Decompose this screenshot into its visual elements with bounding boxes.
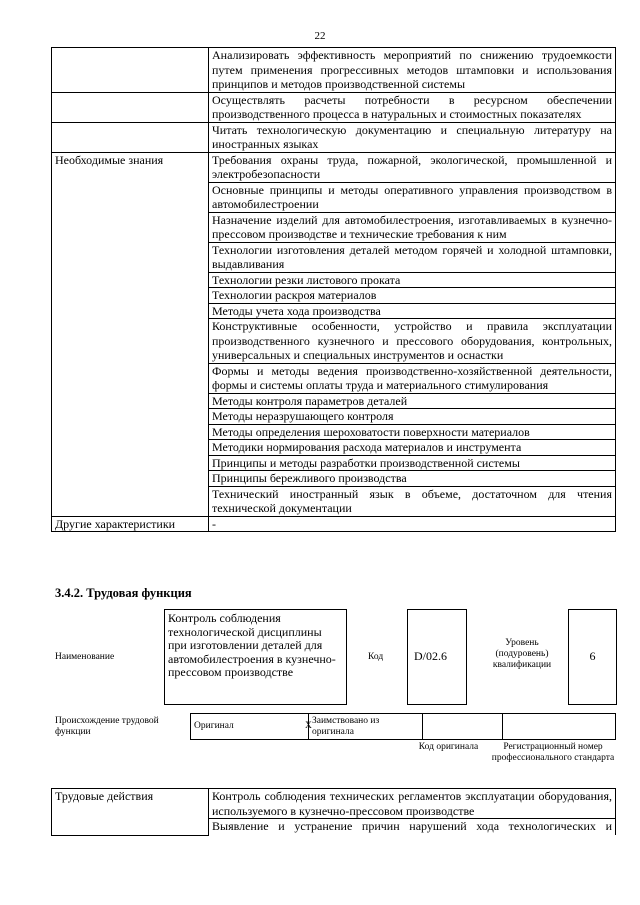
row-label xyxy=(52,92,209,122)
knowledge-item: Технологии раскроя материалов xyxy=(209,288,616,304)
reg-number-label: Регистрационный номер профессионального стандарта xyxy=(491,742,615,763)
name-label: Наименование xyxy=(55,652,115,662)
knowledge-item: Конструктивные особенности, устройство и правила эксплуатации производственного кузнечного и прессового оборудования, контрольных, универсальных и специальных инструментов и оснастки xyxy=(209,319,616,364)
code-value-box: D/02.6 xyxy=(407,609,467,705)
knowledge-item: Методы определения шероховатости поверхности материалов xyxy=(209,424,616,440)
other-characteristics-label: Другие характеристики xyxy=(52,516,209,532)
table-row xyxy=(52,789,616,819)
other-characteristics-value: - xyxy=(209,516,616,532)
table-row xyxy=(52,92,616,122)
origin-table xyxy=(190,713,616,740)
skill-item: Читать технологическую документацию и специальную литературу на иностранных языках xyxy=(209,122,616,152)
page-number: 22 xyxy=(314,30,326,42)
skill-item: Анализировать эффективность мероприятий по снижению трудоемкости путем применения прогрессивных методов штамповки и использования принципов и методов производственной системы xyxy=(209,48,616,93)
knowledge-item: Методы неразрушающего контроля xyxy=(209,409,616,425)
reg-number-cell xyxy=(503,714,616,740)
labor-action-text: Выявление и устранение причин нарушений хода технологических и xyxy=(212,819,612,833)
knowledge-item: Формы и методы ведения производственно-хозяйственной деятельности, формы и системы оплаты труда и материального стимулирования xyxy=(209,363,616,393)
table-row xyxy=(52,122,616,152)
knowledge-item: Технологии резки листового проката xyxy=(209,272,616,288)
table-row xyxy=(52,48,616,93)
origin-label: Происхождение трудовой функции xyxy=(55,716,159,737)
function-name-box: Контроль соблюдения технологической дисциплины при изготовлении деталей для автомобилестроения в кузнечно-прессовом производстве xyxy=(164,609,347,705)
labor-action-item: Контроль соблюдения технических регламентов эксплуатации оборудования, используемого в кузнечно-прессовом производстве xyxy=(209,789,616,819)
skill-item: Осуществлять расчеты потребности в ресурсном обеспечении производственного процесса в натуральных и стоимостных показателях xyxy=(209,92,616,122)
knowledge-item: Методики нормирования расхода материалов и инструмента xyxy=(209,440,616,456)
knowledge-item: Методы учета хода производства xyxy=(209,303,616,319)
labor-actions-label: Трудовые действия xyxy=(52,789,209,836)
original-label: Оригинал xyxy=(191,714,303,740)
code-original-cell xyxy=(423,714,503,740)
knowledge-item: Принципы и методы разработки производственной системы xyxy=(209,455,616,471)
table-row xyxy=(191,714,616,740)
row-label xyxy=(52,122,209,152)
original-mark: X xyxy=(302,714,309,740)
code-original-label: Код оригинала xyxy=(418,742,479,752)
labor-action-item xyxy=(209,819,616,836)
knowledge-item: Технический иностранный язык в объеме, достаточном для чтения технической документации xyxy=(209,486,616,516)
knowledge-item: Технологии изготовления деталей методом горячей и холодной штамповки, выдавливания xyxy=(209,242,616,272)
code-label: Код xyxy=(368,652,384,662)
knowledge-item: Назначение изделий для автомобилестроения, изготавливаемых в кузнечно-прессовом производстве и технические требования к ним xyxy=(209,212,616,242)
table-row xyxy=(52,152,616,182)
knowledge-item: Требования охраны труда, пожарной, экологической, промышленной и электробезопасности xyxy=(209,152,616,182)
level-label: Уровень (подуровень) квалификации xyxy=(492,638,552,670)
labor-actions-table xyxy=(51,788,616,836)
section-title: 3.4.2. Трудовая функция xyxy=(55,586,192,600)
table-row xyxy=(52,516,616,532)
row-label xyxy=(52,48,209,93)
requirements-table xyxy=(51,47,616,532)
borrowed-label: Заимствовано из оригинала xyxy=(309,714,423,740)
knowledge-item: Принципы бережливого производства xyxy=(209,471,616,487)
knowledge-item: Методы контроля параметров деталей xyxy=(209,393,616,409)
knowledge-label: Необходимые знания xyxy=(52,152,209,516)
level-value-box: 6 xyxy=(568,609,617,705)
knowledge-item: Основные принципы и методы оперативного управления производством в автомобилестроении xyxy=(209,182,616,212)
